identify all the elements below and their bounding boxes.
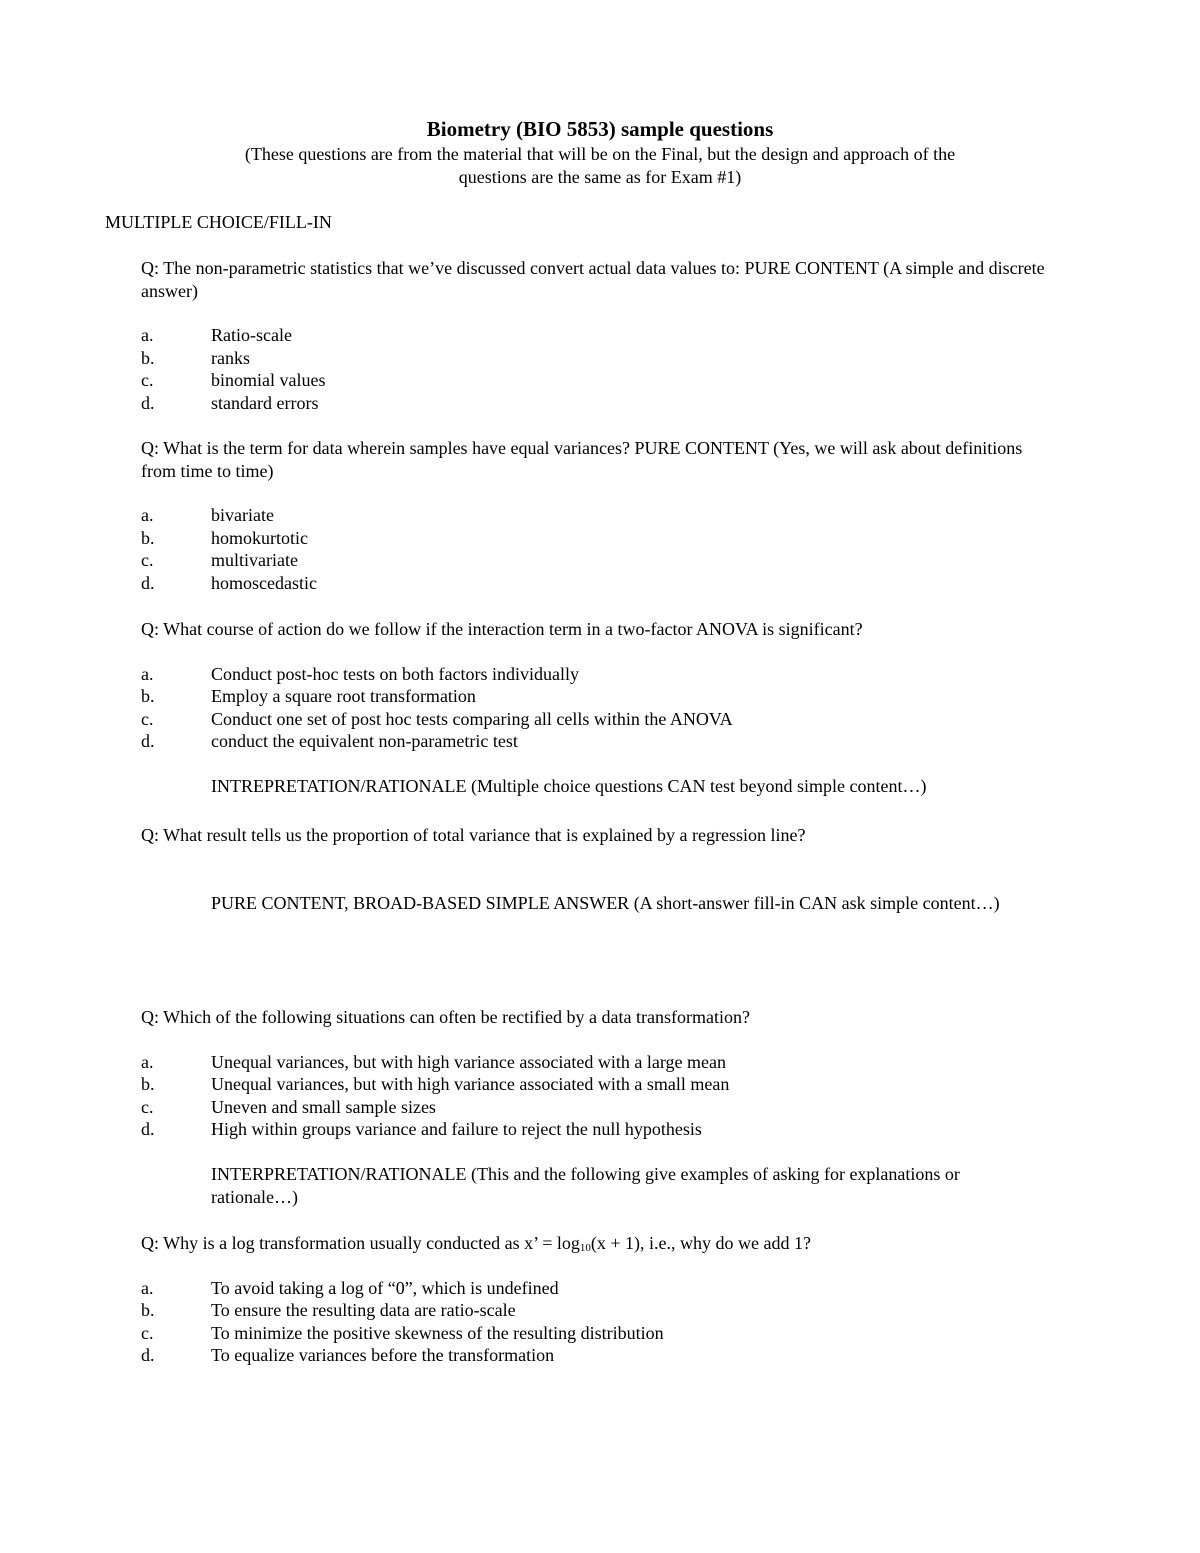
answer-option [141, 1073, 1051, 1096]
option-text: To minimize the positive skewness of the resulting distribution [211, 1322, 664, 1343]
rationale-note: INTREPRETATION/RATIONALE (Multiple choice questions CAN test beyond simple content…) [211, 775, 927, 796]
question-prompt: Q: What course of action do we follow if the interaction term in a two-factor ANOVA is significant? [141, 619, 863, 639]
question-prompt [141, 1232, 1051, 1255]
option-letter: d. [141, 392, 155, 413]
option-letter: c. [141, 1096, 154, 1117]
page-title: Biometry (BIO 5853) sample questions [426, 117, 774, 141]
option-letter: b. [141, 1300, 155, 1321]
option-text: bivariate [211, 505, 274, 526]
option-letter: a. [141, 1051, 154, 1072]
answer-option [141, 1051, 1051, 1074]
answer-option [141, 1299, 1051, 1322]
question-block-2 [141, 437, 1051, 595]
option-letter: d. [141, 731, 155, 752]
section-heading: MULTIPLE CHOICE/FILL-IN [105, 212, 332, 232]
answer-option [141, 708, 1051, 731]
option-letter: b. [141, 347, 155, 368]
option-letter: c. [141, 550, 154, 571]
answer-option [141, 324, 1051, 347]
answer-option [141, 369, 1051, 392]
answer-option [141, 685, 1051, 708]
option-text: Unequal variances, but with high variance associated with a small mean [211, 1074, 730, 1095]
question-block-1 [141, 257, 1051, 415]
option-letter: c. [141, 708, 154, 729]
answer-option [141, 392, 1051, 415]
option-text: To avoid taking a log of “0”, which is undefined [211, 1277, 559, 1298]
option-text: Uneven and small sample sizes [211, 1096, 436, 1117]
question-prompt: Q: What is the term for data wherein samples have equal variances? PURE CONTENT (Yes, we will ask about definitions from time to time) [141, 438, 1023, 481]
answer-option [141, 504, 1051, 527]
option-text: homokurtotic [211, 527, 308, 548]
answer-option [141, 730, 1051, 753]
question-prompt-end: (x + 1), i.e., why do we add 1? [590, 1233, 812, 1253]
rationale-note: PURE CONTENT, BROAD-BASED SIMPLE ANSWER (A short-answer fill-in CAN ask simple content…) [211, 892, 1000, 913]
option-letter: d. [141, 572, 155, 593]
option-letter: a. [141, 1277, 154, 1298]
answer-options [141, 1277, 1051, 1367]
option-text: To equalize variances before the transformation [211, 1345, 555, 1366]
answer-option [141, 347, 1051, 370]
answer-option [141, 663, 1051, 686]
option-text: Ratio-scale [211, 325, 292, 346]
question-prompt: Q: The non-parametric statistics that we’ve discussed convert actual data values to: PURE CONTENT (A simple and discrete answer) [141, 258, 1045, 301]
subtitle-line-1: (These questions are from the material that will be on the Final, but the design and approach of the [244, 144, 956, 164]
answer-option [141, 1096, 1051, 1119]
answer-options [141, 663, 1051, 753]
option-letter: b. [141, 1074, 155, 1095]
page-subtitle [0, 143, 1200, 188]
option-text: High within groups variance and failure to reject the null hypothesis [211, 1119, 702, 1140]
option-letter: c. [141, 1322, 154, 1343]
question-block-6 [141, 1232, 1051, 1367]
option-letter: d. [141, 1119, 155, 1140]
answer-option [141, 549, 1051, 572]
option-letter: d. [141, 1345, 155, 1366]
option-letter: c. [141, 370, 154, 391]
answer-options [141, 324, 1051, 414]
option-text: To ensure the resulting data are ratio-scale [211, 1300, 516, 1321]
log-base-subscript: 10 [579, 1242, 591, 1254]
option-letter: a. [141, 663, 154, 684]
answer-options [141, 504, 1051, 594]
question-block-3 [141, 618, 1051, 798]
question-prompt-start: Q: Why is a log transformation usually conducted as x’ = log [141, 1233, 580, 1253]
question-block-4 [141, 824, 1051, 914]
option-text: Employ a square root transformation [211, 686, 476, 707]
answer-option [141, 1277, 1051, 1300]
question-block-5 [141, 1006, 1051, 1208]
rationale-note: INTERPRETATION/RATIONALE (This and the following give examples of asking for explanations or rationale…) [211, 1163, 960, 1207]
answer-option [141, 1344, 1051, 1367]
option-letter: b. [141, 686, 155, 707]
question-prompt: Q: What result tells us the proportion of total variance that is explained by a regression line? [141, 825, 806, 845]
option-text: ranks [211, 347, 250, 368]
option-letter: a. [141, 505, 154, 526]
option-text: homoscedastic [211, 572, 317, 593]
option-text: standard errors [211, 392, 319, 413]
option-letter: b. [141, 527, 155, 548]
question-prompt: Q: Which of the following situations can often be rectified by a data transformation? [141, 1007, 750, 1027]
option-text: binomial values [211, 370, 326, 391]
subtitle-line-2: questions are the same as for Exam #1) [458, 166, 742, 187]
option-text: Conduct post-hoc tests on both factors individually [211, 663, 579, 684]
answer-option [141, 527, 1051, 550]
answer-option [141, 572, 1051, 595]
option-text: Conduct one set of post hoc tests comparing all cells within the ANOVA [211, 708, 733, 729]
option-text: Unequal variances, but with high variance associated with a large mean [211, 1051, 726, 1072]
answer-option [141, 1322, 1051, 1345]
answer-option [141, 1118, 1051, 1141]
option-letter: a. [141, 325, 154, 346]
option-text: conduct the equivalent non-parametric test [211, 731, 518, 752]
option-text: multivariate [211, 550, 298, 571]
answer-options [141, 1051, 1051, 1141]
